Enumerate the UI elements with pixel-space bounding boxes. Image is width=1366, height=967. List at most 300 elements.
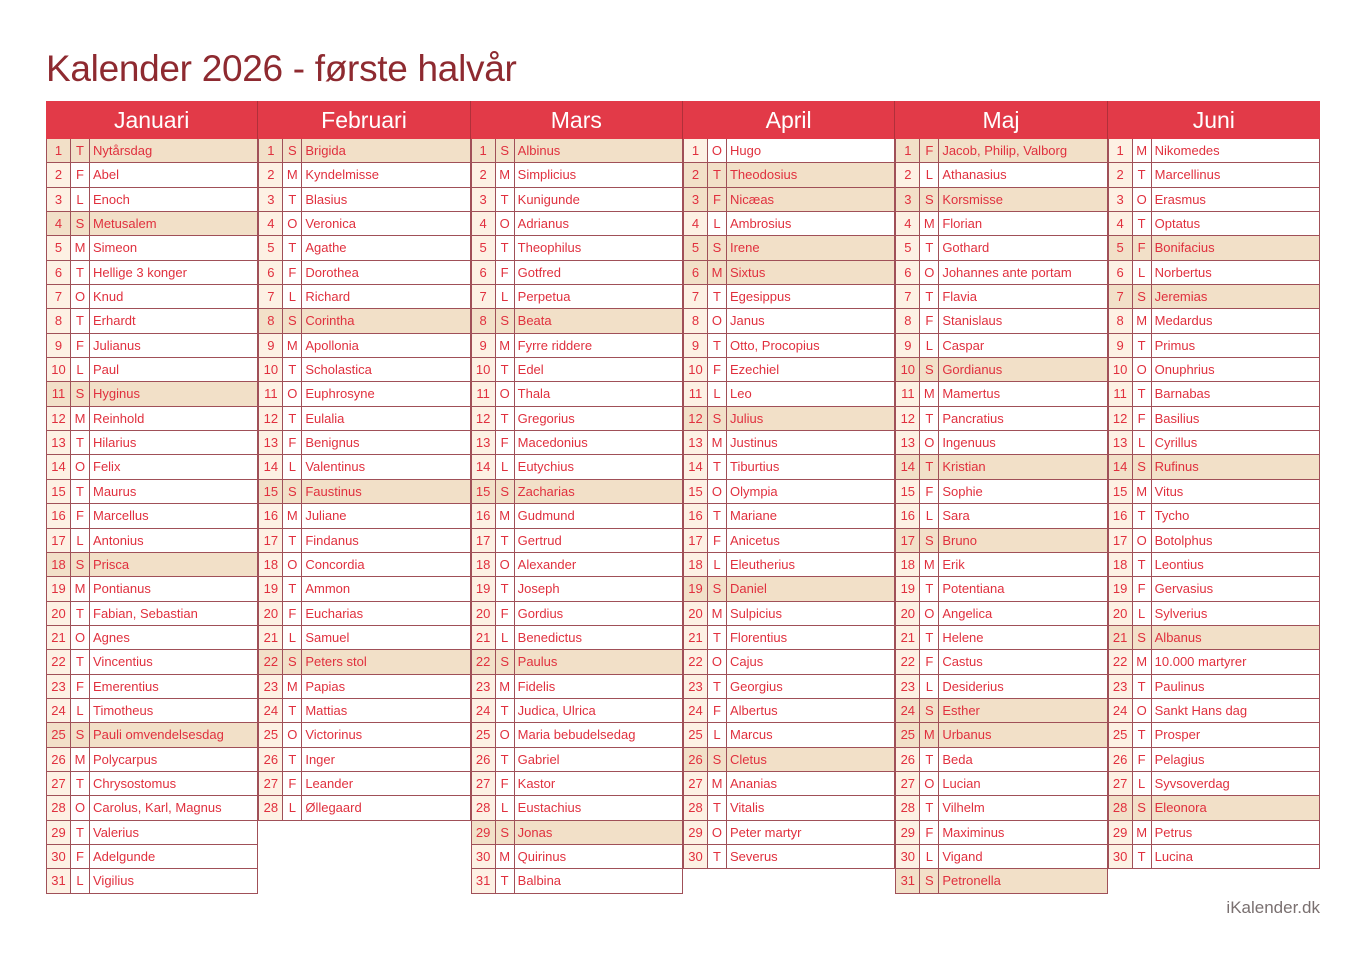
day-number: 23 — [259, 675, 283, 698]
day-list — [1108, 139, 1320, 869]
name-day: Jeremias — [1154, 289, 1208, 305]
day-number: 6 — [47, 261, 71, 284]
day-row-highlighted — [47, 723, 258, 747]
name-day: Ananias — [729, 775, 777, 791]
weekday-letter: T — [496, 577, 515, 600]
name-day: Athanasius — [942, 167, 1007, 183]
day-number: 8 — [896, 309, 920, 332]
weekday-letter: F — [283, 431, 302, 454]
weekday-letter: L — [920, 675, 939, 698]
weekday-letter: M — [283, 675, 302, 698]
name-day: Mamertus — [942, 386, 1001, 402]
weekday-letter: O — [71, 285, 90, 308]
day-number: 26 — [259, 748, 283, 771]
name-day: Syvsoverdag — [1154, 775, 1230, 791]
day-number: 24 — [684, 699, 708, 722]
name-day: Sophie — [942, 483, 983, 499]
day-row — [472, 212, 683, 236]
day-row-highlighted — [472, 821, 683, 845]
day-number: 28 — [684, 796, 708, 819]
day-row — [896, 163, 1107, 187]
name-day: Richard — [305, 289, 351, 305]
weekday-letter: T — [283, 577, 302, 600]
day-row — [47, 699, 258, 723]
name-day: Georgius — [729, 678, 783, 694]
day-number: 4 — [1109, 212, 1133, 235]
day-row — [47, 626, 258, 650]
day-row — [259, 602, 470, 626]
day-number: 21 — [472, 626, 496, 649]
name-day: Irene — [729, 240, 760, 256]
weekday-letter: M — [1133, 650, 1152, 673]
name-day: Esther — [942, 702, 980, 718]
day-number: 3 — [47, 188, 71, 211]
day-number: 29 — [896, 821, 920, 844]
name-day: Sulpicius — [729, 605, 783, 621]
day-row — [684, 455, 895, 479]
day-row — [896, 285, 1107, 309]
day-row — [1109, 577, 1320, 601]
day-number: 4 — [896, 212, 920, 235]
day-number: 11 — [1109, 382, 1133, 405]
name-day: Antonius — [93, 532, 144, 548]
name-day: Norbertus — [1154, 264, 1212, 280]
day-row — [684, 309, 895, 333]
weekday-letter: L — [708, 382, 727, 405]
name-day: Albanus — [1154, 629, 1202, 645]
day-row — [1109, 431, 1320, 455]
day-number: 16 — [684, 504, 708, 527]
name-day: Valentinus — [305, 459, 366, 475]
weekday-letter: O — [920, 261, 939, 284]
name-day: Judica, Ulrica — [517, 702, 596, 718]
weekday-letter: O — [283, 723, 302, 746]
weekday-letter: S — [496, 650, 515, 673]
day-number: 14 — [896, 455, 920, 478]
day-number: 25 — [47, 723, 71, 746]
weekday-letter: T — [71, 261, 90, 284]
day-row — [259, 748, 470, 772]
day-number: 28 — [47, 796, 71, 819]
name-day: Kyndelmisse — [305, 167, 380, 183]
name-day: Mattias — [305, 702, 348, 718]
day-number: 9 — [259, 334, 283, 357]
day-row — [472, 602, 683, 626]
name-day: Bruno — [942, 532, 978, 548]
weekday-letter: L — [1133, 602, 1152, 625]
weekday-letter: M — [708, 772, 727, 795]
month-column-maj — [895, 101, 1107, 894]
weekday-letter: F — [71, 504, 90, 527]
day-number: 3 — [259, 188, 283, 211]
day-row — [472, 407, 683, 431]
name-day: Vincentius — [93, 654, 153, 670]
weekday-letter: T — [71, 650, 90, 673]
name-day: Knud — [93, 289, 124, 305]
day-row — [472, 796, 683, 820]
day-row-highlighted — [684, 163, 895, 187]
day-row — [684, 699, 895, 723]
name-day: Apollonia — [305, 337, 359, 353]
weekday-letter: S — [920, 188, 939, 211]
weekday-letter: T — [1133, 723, 1152, 746]
day-number: 1 — [684, 139, 708, 162]
weekday-letter: M — [283, 504, 302, 527]
day-row — [684, 650, 895, 674]
day-number: 13 — [684, 431, 708, 454]
weekday-letter: O — [708, 139, 727, 162]
weekday-letter: F — [920, 480, 939, 503]
name-day: Pontianus — [93, 581, 151, 597]
weekday-letter: T — [283, 699, 302, 722]
name-day: Alexander — [517, 556, 577, 572]
weekday-letter: O — [708, 650, 727, 673]
name-day: Lucian — [942, 775, 981, 791]
weekday-letter: L — [71, 188, 90, 211]
day-row — [472, 188, 683, 212]
day-number: 29 — [684, 821, 708, 844]
day-row-highlighted — [47, 139, 258, 163]
weekday-letter: M — [71, 236, 90, 259]
weekday-letter: M — [71, 407, 90, 430]
day-number: 13 — [472, 431, 496, 454]
day-row — [684, 772, 895, 796]
name-day: Eutychius — [517, 459, 575, 475]
day-row — [1109, 309, 1320, 333]
day-number: 18 — [47, 553, 71, 576]
day-number: 12 — [896, 407, 920, 430]
day-row — [1109, 261, 1320, 285]
name-day: Flavia — [942, 289, 977, 305]
weekday-letter: T — [920, 748, 939, 771]
name-day: Lucina — [1154, 848, 1193, 864]
day-number: 8 — [472, 309, 496, 332]
day-number: 19 — [684, 577, 708, 600]
month-column-april — [683, 101, 895, 894]
day-row — [472, 553, 683, 577]
name-day: 10.000 martyrer — [1154, 654, 1247, 670]
day-row — [47, 796, 258, 820]
weekday-letter: L — [920, 504, 939, 527]
weekday-letter: O — [71, 796, 90, 819]
day-number: 4 — [259, 212, 283, 235]
day-row — [684, 504, 895, 528]
day-number: 4 — [472, 212, 496, 235]
day-number: 2 — [896, 163, 920, 186]
day-row — [896, 626, 1107, 650]
day-number: 20 — [259, 602, 283, 625]
name-day: Fidelis — [517, 678, 556, 694]
day-row-highlighted — [896, 139, 1107, 163]
weekday-letter: T — [283, 407, 302, 430]
name-day: Adrianus — [517, 216, 569, 232]
day-number: 27 — [259, 772, 283, 795]
day-number: 25 — [1109, 723, 1133, 746]
weekday-letter: L — [496, 455, 515, 478]
day-number: 28 — [1109, 796, 1133, 819]
day-number: 15 — [472, 480, 496, 503]
weekday-letter: T — [496, 236, 515, 259]
name-day: Pauli omvendelsesdag — [93, 727, 224, 743]
day-number: 22 — [1109, 650, 1133, 673]
weekday-letter: M — [1133, 309, 1152, 332]
name-day: Papias — [305, 678, 346, 694]
day-row — [1109, 699, 1320, 723]
name-day: Marcus — [729, 727, 773, 743]
weekday-letter: T — [708, 504, 727, 527]
day-number: 2 — [472, 163, 496, 186]
day-number: 7 — [684, 285, 708, 308]
day-number: 28 — [259, 796, 283, 819]
weekday-letter: M — [1133, 821, 1152, 844]
day-row — [896, 431, 1107, 455]
day-number: 20 — [1109, 602, 1133, 625]
name-day: Vigilius — [93, 873, 134, 889]
day-number: 15 — [47, 480, 71, 503]
day-row — [1109, 358, 1320, 382]
day-row — [259, 188, 470, 212]
day-number: 5 — [684, 236, 708, 259]
day-row — [896, 212, 1107, 236]
day-number: 9 — [472, 334, 496, 357]
name-day: Metusalem — [93, 216, 157, 232]
name-day: Nytårsdag — [93, 143, 153, 158]
day-number: 26 — [684, 748, 708, 771]
day-number: 10 — [259, 358, 283, 381]
weekday-letter: T — [71, 309, 90, 332]
day-number: 14 — [259, 455, 283, 478]
name-day: Maria bebudelsedag — [517, 727, 636, 743]
weekday-letter: T — [708, 455, 727, 478]
day-row — [896, 480, 1107, 504]
site-credit: iKalender.dk — [1226, 898, 1320, 917]
weekday-letter: F — [708, 529, 727, 552]
day-row — [1109, 553, 1320, 577]
name-day: Vitalis — [729, 800, 765, 816]
calendar-grid — [46, 101, 1320, 894]
name-day: Justinus — [729, 435, 778, 451]
weekday-letter: S — [920, 529, 939, 552]
weekday-letter: F — [708, 358, 727, 381]
day-row — [47, 869, 258, 893]
day-row — [259, 407, 470, 431]
name-day: Otto, Procopius — [729, 337, 820, 353]
weekday-letter: F — [920, 650, 939, 673]
name-day: Eucharias — [305, 605, 364, 621]
name-day: Vitus — [1154, 483, 1184, 499]
weekday-letter: M — [920, 212, 939, 235]
day-row — [259, 334, 470, 358]
weekday-letter: T — [496, 188, 515, 211]
day-row — [1109, 748, 1320, 772]
day-row-highlighted — [472, 650, 683, 674]
day-number: 22 — [259, 650, 283, 673]
weekday-letter: S — [71, 723, 90, 746]
day-number: 19 — [47, 577, 71, 600]
name-day: Sankt Hans dag — [1154, 702, 1248, 718]
name-day: Simplicius — [517, 167, 577, 183]
day-row — [472, 285, 683, 309]
month-header: April — [683, 101, 895, 139]
day-number: 13 — [896, 431, 920, 454]
day-number: 30 — [1109, 845, 1133, 868]
name-day: Tycho — [1154, 508, 1190, 524]
day-number: 22 — [684, 650, 708, 673]
name-day: Leontius — [1154, 556, 1204, 572]
name-day: Balbina — [517, 873, 562, 889]
name-day: Julius — [729, 410, 764, 426]
day-number: 17 — [259, 529, 283, 552]
name-day: Marcellinus — [1154, 167, 1221, 183]
weekday-letter: L — [1133, 261, 1152, 284]
day-number: 23 — [1109, 675, 1133, 698]
weekday-letter: F — [71, 163, 90, 186]
weekday-letter: L — [496, 626, 515, 649]
name-day: Johannes ante portam — [942, 264, 1072, 280]
day-row-highlighted — [259, 139, 470, 163]
weekday-letter: O — [920, 772, 939, 795]
weekday-letter: L — [920, 163, 939, 186]
weekday-letter: S — [283, 139, 302, 162]
day-number: 29 — [1109, 821, 1133, 844]
name-day: Daniel — [729, 581, 767, 597]
name-day: Victorinus — [305, 727, 363, 743]
day-number: 7 — [472, 285, 496, 308]
day-number: 18 — [1109, 553, 1133, 576]
weekday-letter: M — [708, 602, 727, 625]
weekday-letter: T — [283, 188, 302, 211]
day-number: 26 — [896, 748, 920, 771]
weekday-letter: T — [920, 796, 939, 819]
name-day: Erhardt — [93, 313, 136, 329]
weekday-letter: O — [71, 626, 90, 649]
weekday-letter: O — [1133, 358, 1152, 381]
weekday-letter: T — [920, 577, 939, 600]
name-day: Paul — [93, 362, 120, 378]
day-row — [472, 163, 683, 187]
weekday-letter: F — [496, 261, 515, 284]
name-day: Theophilus — [517, 240, 582, 256]
name-day: Veronica — [305, 216, 356, 232]
day-number: 16 — [1109, 504, 1133, 527]
weekday-letter: L — [708, 212, 727, 235]
weekday-letter: F — [920, 309, 939, 332]
day-number: 1 — [896, 139, 920, 162]
day-row — [1109, 845, 1320, 869]
day-number: 7 — [896, 285, 920, 308]
weekday-letter: F — [283, 602, 302, 625]
name-day: Onuphrius — [1154, 362, 1215, 378]
day-number: 3 — [684, 188, 708, 211]
day-number: 14 — [472, 455, 496, 478]
day-row — [259, 626, 470, 650]
day-row — [47, 772, 258, 796]
day-row — [259, 212, 470, 236]
weekday-letter: O — [496, 212, 515, 235]
day-row — [472, 577, 683, 601]
weekday-letter: S — [283, 650, 302, 673]
name-day: Chrysostomus — [93, 775, 177, 791]
name-day: Ammon — [305, 581, 351, 597]
month-header: Juni — [1108, 101, 1320, 139]
name-day: Julianus — [93, 337, 141, 353]
day-number: 11 — [896, 382, 920, 405]
day-row — [47, 748, 258, 772]
weekday-letter: O — [1133, 699, 1152, 722]
day-number: 18 — [684, 553, 708, 576]
day-number: 12 — [259, 407, 283, 430]
day-row — [472, 236, 683, 260]
weekday-letter: S — [283, 480, 302, 503]
weekday-letter: T — [920, 626, 939, 649]
day-number: 25 — [684, 723, 708, 746]
day-number: 27 — [1109, 772, 1133, 795]
day-row — [1109, 602, 1320, 626]
day-row — [472, 845, 683, 869]
weekday-letter: T — [283, 358, 302, 381]
name-day: Kastor — [517, 775, 556, 791]
day-row — [1109, 772, 1320, 796]
name-day: Scholastica — [305, 362, 372, 378]
day-row — [47, 407, 258, 431]
weekday-letter: T — [71, 431, 90, 454]
weekday-letter: T — [708, 285, 727, 308]
weekday-letter: T — [283, 236, 302, 259]
weekday-letter: L — [71, 869, 90, 892]
day-row — [259, 504, 470, 528]
name-day: Albertus — [729, 702, 778, 718]
name-day: Gertrud — [517, 532, 562, 548]
month-column-januari — [46, 101, 258, 894]
weekday-letter: T — [708, 845, 727, 868]
day-number: 1 — [472, 139, 496, 162]
day-number: 5 — [47, 236, 71, 259]
day-number: 26 — [472, 748, 496, 771]
day-row — [1109, 139, 1320, 163]
name-day: Benignus — [305, 435, 360, 451]
day-number: 29 — [472, 821, 496, 844]
day-row — [259, 261, 470, 285]
day-number: 22 — [896, 650, 920, 673]
day-number: 4 — [47, 212, 71, 235]
day-row — [259, 796, 470, 820]
day-row — [896, 675, 1107, 699]
day-row — [472, 455, 683, 479]
day-row-highlighted — [1109, 455, 1320, 479]
day-number: 27 — [684, 772, 708, 795]
name-day: Gervasius — [1154, 581, 1214, 597]
name-day: Agathe — [305, 240, 347, 256]
name-day: Peters stol — [305, 654, 367, 670]
name-day: Anicetus — [729, 532, 780, 548]
weekday-letter: O — [496, 382, 515, 405]
weekday-letter: S — [708, 236, 727, 259]
name-day: Ambrosius — [729, 216, 792, 232]
name-day: Eleonora — [1154, 800, 1207, 816]
weekday-letter: S — [283, 309, 302, 332]
name-day: Ingenuus — [942, 435, 996, 451]
weekday-letter: S — [71, 212, 90, 235]
weekday-letter: F — [920, 139, 939, 162]
day-number: 26 — [47, 748, 71, 771]
weekday-letter: T — [1133, 382, 1152, 405]
day-row-highlighted — [684, 748, 895, 772]
day-row-highlighted — [259, 650, 470, 674]
weekday-letter: F — [71, 334, 90, 357]
weekday-letter: M — [708, 261, 727, 284]
day-number: 28 — [896, 796, 920, 819]
day-number: 8 — [259, 309, 283, 332]
